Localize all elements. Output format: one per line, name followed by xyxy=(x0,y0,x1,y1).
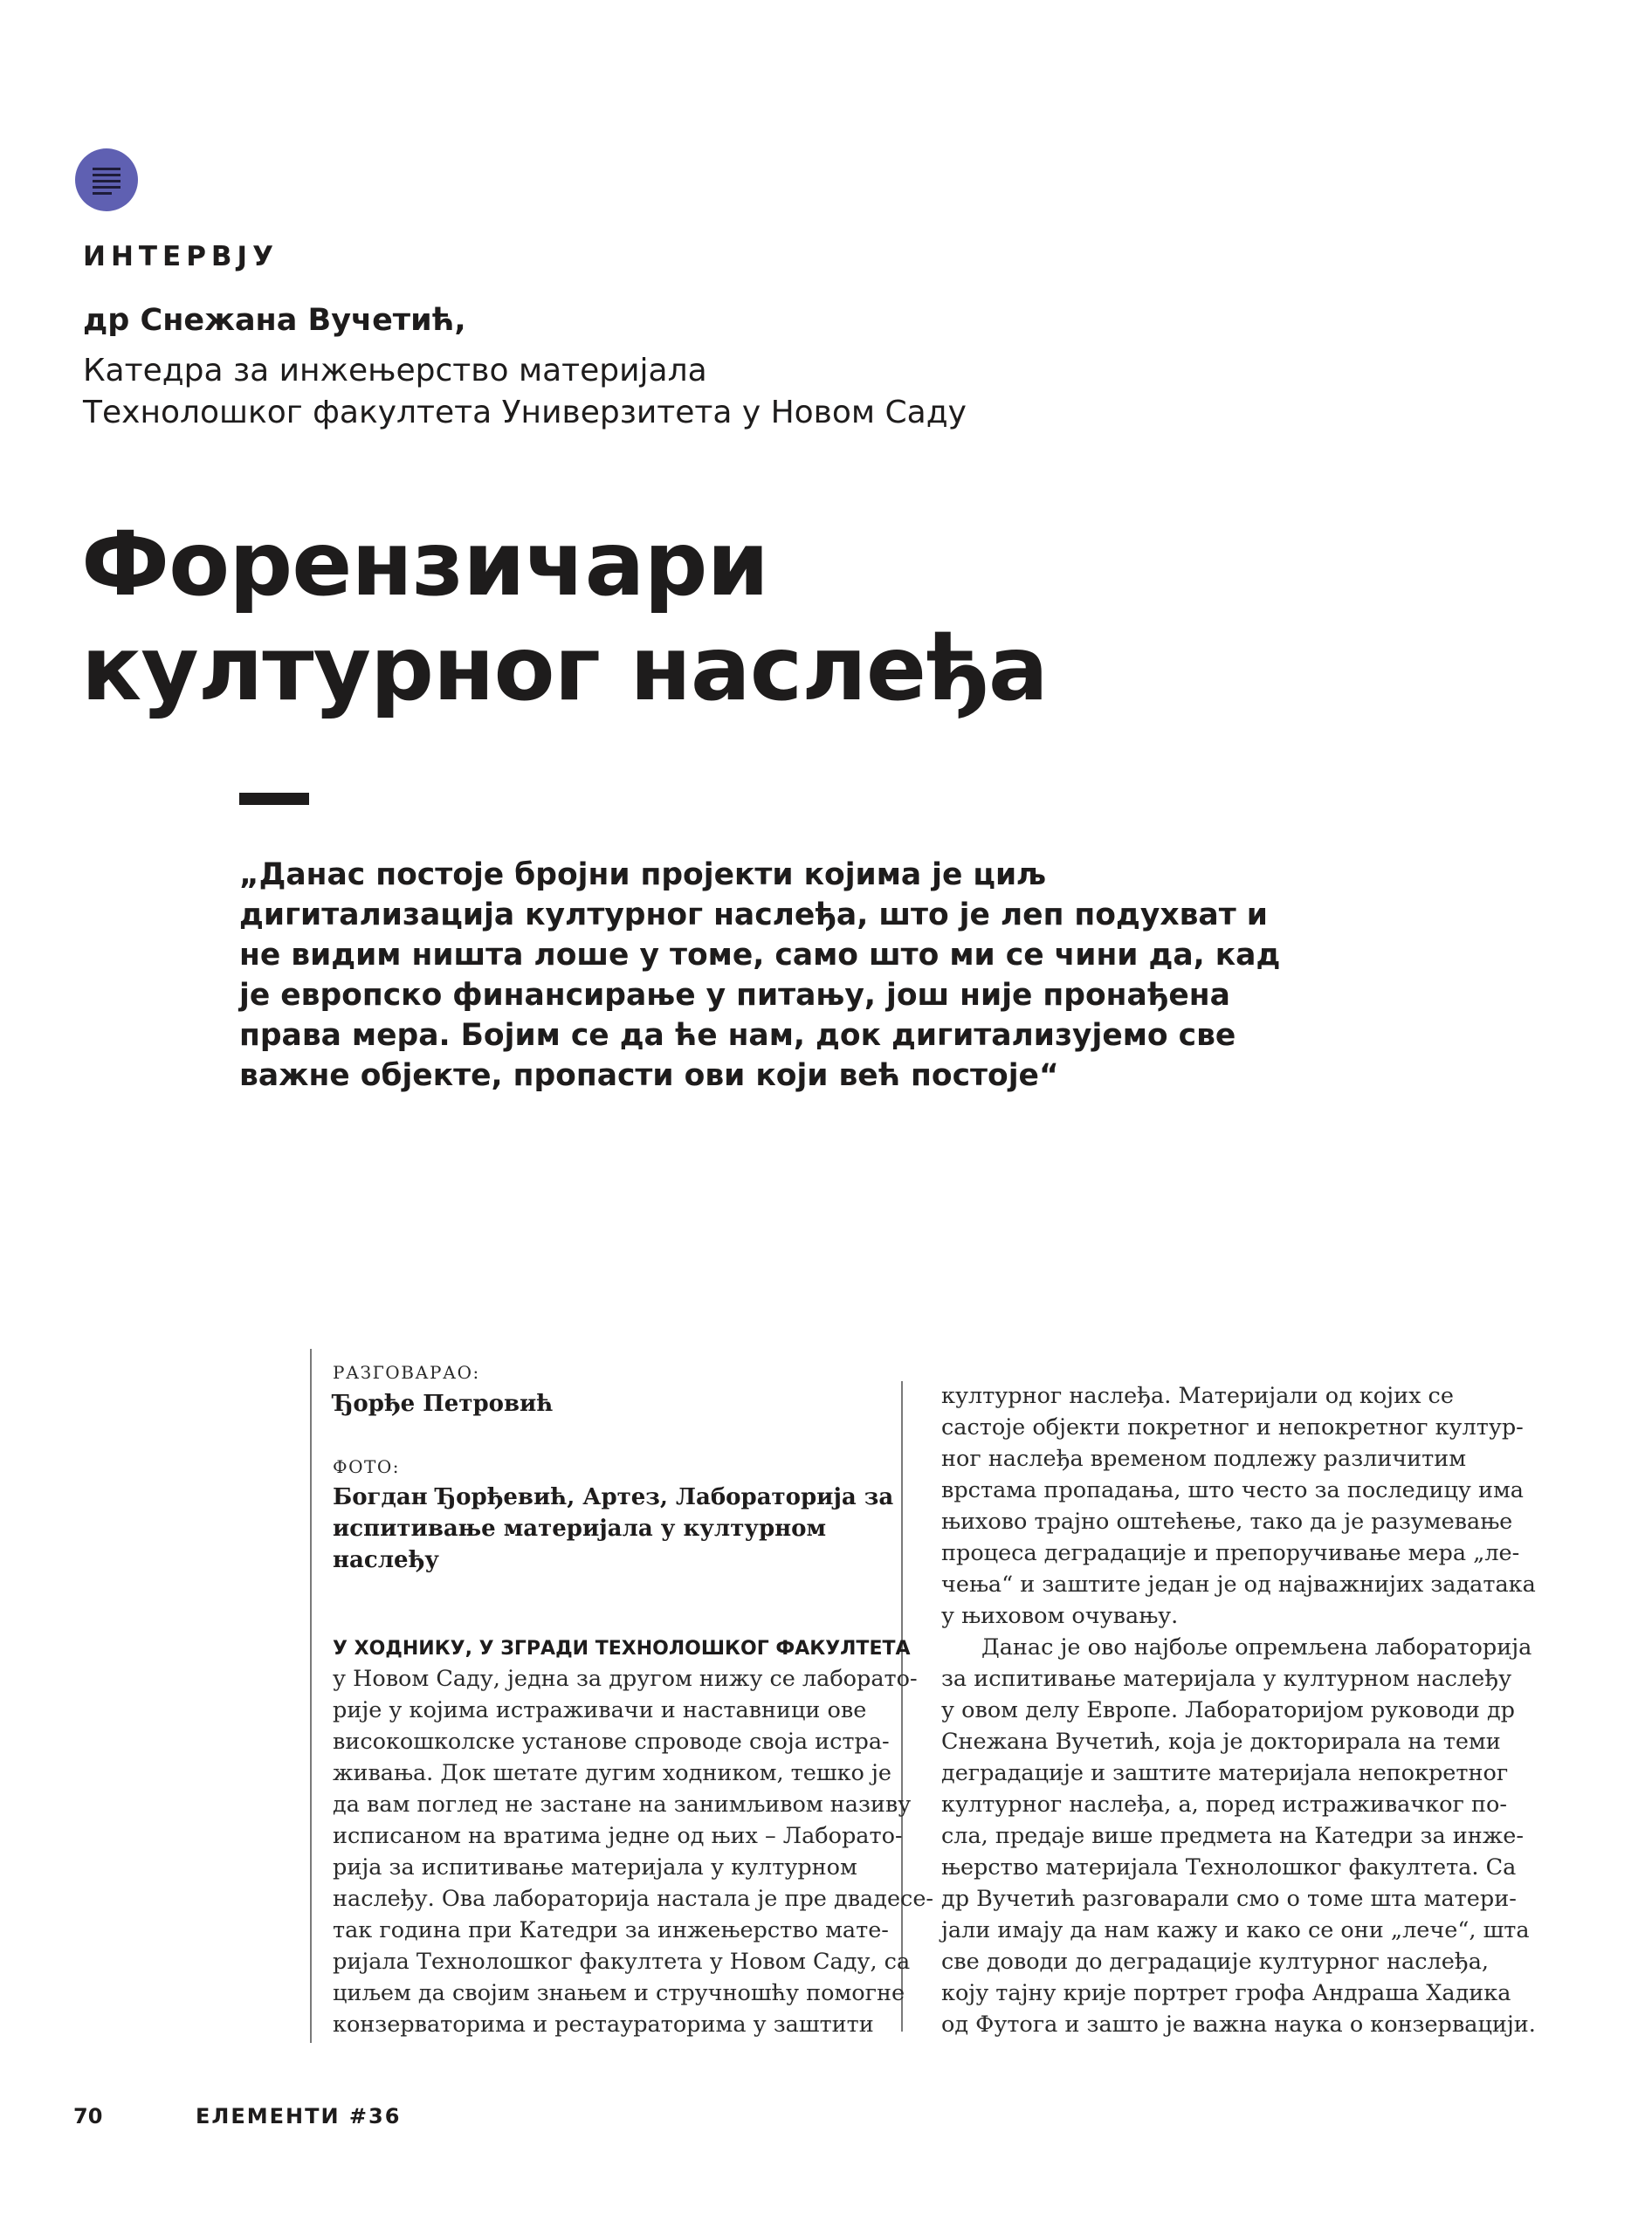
headline-line: културног наслеђа xyxy=(81,617,1048,721)
body-line: све доводи до деградације културног наслеђа, xyxy=(941,1949,1490,1975)
body-line: високошколске установе спроводе своја истра- xyxy=(333,1729,890,1755)
body-line: сла, предаје више предмета на Катедри за инже- xyxy=(941,1823,1524,1849)
body-line: ријала Технолошког факултета у Новом Саду, са xyxy=(333,1949,911,1975)
body-line: деградације и заштите материјала непокретног xyxy=(941,1760,1509,1786)
body-line: културног наслеђа, а, поред истраживачког по- xyxy=(941,1791,1507,1818)
body-line: Данас је ово најбоље опремљена лабораторија xyxy=(981,1634,1532,1661)
pull-quote-line: је европско финансирање у питању, још није пронађена xyxy=(239,978,1230,1013)
dash-divider xyxy=(239,793,309,805)
body-line: исписаном на вратима једне од њих – Лаборато- xyxy=(333,1823,903,1849)
body-line: њихово трајно оштећење, тако да је разумевање xyxy=(941,1509,1513,1535)
photo-credit-line: Богдан Ђорђевић, Артез, Лабораторија за xyxy=(333,1484,894,1510)
body-line: чења“ и заштите један је од најважнијих задатака xyxy=(941,1571,1536,1598)
column-vertical-rule xyxy=(901,1381,903,2032)
body-line: јали имају да нам кажу и како се они „лече“, шта xyxy=(941,1917,1530,1943)
photo-label: ФОТО: xyxy=(333,1456,400,1477)
affiliation-line: Технолошког факултета Универзитета у Новом Саду xyxy=(83,395,967,430)
body-line: ног наслеђа временом подлежу различитим xyxy=(941,1446,1467,1472)
credits-vertical-rule xyxy=(310,1349,312,2043)
body-line: врстама пропадања, што често за последицу има xyxy=(941,1477,1524,1503)
pull-quote-line: дигитализација културног наслеђа, што је леп подухват и xyxy=(239,897,1268,932)
menu-lines-icon xyxy=(75,148,138,211)
body-line: у њиховом очувању. xyxy=(941,1603,1179,1629)
magazine-issue: ЕЛЕМЕНТИ #36 xyxy=(196,2104,402,2128)
body-line: у овом делу Европе. Лабораторијом руководи др xyxy=(941,1697,1515,1723)
body-line: конзерваторима и рестаураторима у заштити xyxy=(333,2012,874,2038)
affiliation-line: Катедра за инжењерство материјала xyxy=(83,353,707,389)
body-line: за испитивање материјала у културном наслеђу xyxy=(941,1666,1512,1692)
body-line: циљем да својим знањем и стручношћу помогне xyxy=(333,1980,905,2006)
pull-quote-line: важне објекте, пропасти ови који већ постоје“ xyxy=(239,1058,1059,1093)
body-line: њерство материјала Технолошког факултета. Са xyxy=(941,1854,1517,1881)
pull-quote-line: „Данас постоје бројни пројекти којима је циљ xyxy=(239,857,1047,892)
photo-credit-line: наслеђу xyxy=(333,1547,439,1573)
page-number: 70 xyxy=(73,2104,103,2128)
menu-icon-button[interactable] xyxy=(75,148,138,211)
body-line: живања. Док шетате дугим ходником, тешко је xyxy=(333,1760,891,1786)
body-line: културног наслеђа. Материјали од којих се xyxy=(941,1383,1454,1409)
body-line: коју тајну крије портрет грофа Андраша Хадика xyxy=(941,1980,1511,2006)
body-line: так година при Катедри за инжењерство мате- xyxy=(333,1917,889,1943)
body-line: од Футога и зашто је важна наука о конзервацији. xyxy=(941,2012,1536,2038)
headline-line: Форензичари xyxy=(81,512,768,616)
pull-quote-line: не видим ништа лоше у томе, само што ми се чини да, кад xyxy=(239,938,1281,973)
interviewer-label: РАЗГОВАРАО: xyxy=(333,1362,480,1383)
body-line: наслеђу. Ова лабораторија настала је пре двадесе- xyxy=(333,1886,934,1912)
body-line: састоје објекти покретног и непокретног култур- xyxy=(941,1414,1524,1441)
photo-credit-line: испитивање материјала у културном xyxy=(333,1516,827,1542)
body-line: рије у којима истраживачи и наставници ове xyxy=(333,1697,867,1723)
body-line: у Новом Саду, једна за другом нижу се лаборато- xyxy=(333,1666,918,1692)
interviewer-name: Ђорђе Петровић xyxy=(333,1391,554,1417)
body-line: др Вучетић разговарали смо о томе шта матери- xyxy=(941,1886,1517,1912)
article-lead-in: У ХОДНИКУ, У ЗГРАДИ ТЕХНОЛОШКОГ ФАКУЛТЕТА xyxy=(333,1638,911,1660)
body-line: процеса деградације и препоручивање мера „ле- xyxy=(941,1540,1520,1566)
body-line: рија за испитивање материјала у културном xyxy=(333,1854,857,1881)
section-label: ИНТЕРВЈУ xyxy=(83,241,279,272)
pull-quote-line: права мера. Бојим се да ће нам, док дигитализујемо све xyxy=(239,1018,1236,1053)
body-line: Снежана Вучетић, која је докторирала на теми xyxy=(941,1729,1501,1755)
body-line: да вам поглед не застане на занимљивом називу xyxy=(333,1791,912,1818)
author-name: др Снежана Вучетић, xyxy=(83,303,466,338)
